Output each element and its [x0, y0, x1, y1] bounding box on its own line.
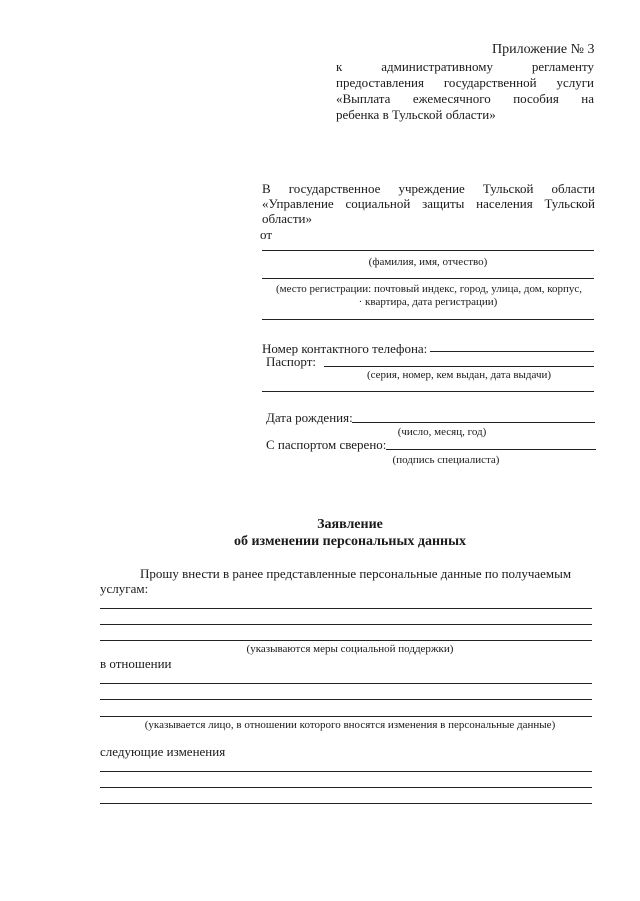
intro-text-2: услугам: [100, 581, 149, 596]
statement-title: Заявление [317, 517, 383, 532]
appendix-line-2: предоставления государственной услуги [336, 75, 594, 90]
person-field-line-1[interactable] [100, 683, 592, 684]
address-field-line[interactable] [262, 278, 594, 279]
from-label: от [260, 227, 273, 242]
appendix-line-4: ребенка в Тульской области» [336, 107, 496, 122]
address-field-line-2[interactable] [262, 319, 594, 320]
addressee-line-3: области» [262, 211, 312, 226]
phone-field-line[interactable] [430, 351, 594, 352]
passport-caption: (серия, номер, кем выдан, дата выдачи) [366, 369, 552, 381]
appendix-line-3: «Выплата ежемесячного пособия на [336, 91, 594, 106]
statement-subtitle: об изменении персональных данных [233, 534, 467, 549]
addressee-line-1: В государственное учреждение Тульской области [262, 181, 595, 196]
appendix-line-1: к административному регламенту [336, 59, 594, 74]
birth-label: Дата рождения: [266, 410, 353, 425]
measures-caption: (указываются меры социальной поддержки) [246, 643, 454, 655]
changes-field-line-3[interactable] [100, 803, 592, 804]
measures-field-line-3[interactable] [100, 640, 592, 641]
birth-field-line[interactable] [352, 422, 595, 423]
measures-field-line-1[interactable] [100, 608, 592, 609]
person-field-line-2[interactable] [100, 699, 592, 700]
passport-field-line[interactable] [324, 366, 594, 367]
passport-field-line-2[interactable] [262, 391, 594, 392]
appendix-title: Приложение № 3 [492, 42, 595, 57]
checked-label: С паспортом сверено: [266, 437, 387, 452]
person-field-line-3[interactable] [100, 716, 592, 717]
checked-caption: (подпись специалиста) [392, 454, 500, 466]
changes-field-line-1[interactable] [100, 771, 592, 772]
person-caption: (указывается лицо, в отношении которого вносятся изменения в персональные данные) [144, 719, 556, 731]
fio-caption: (фамилия, имя, отчество) [368, 256, 488, 268]
birth-caption: (число, месяц, год) [397, 426, 487, 438]
phone-label: Номер контактного телефона: [262, 341, 428, 356]
signature-field-line[interactable] [386, 449, 596, 450]
intro-text-1: Прошу внести в ранее представленные персональные данные по получаемым [140, 566, 572, 581]
changes-label: следующие изменения [100, 744, 226, 759]
address-caption-1: (место регистрации: почтовый индекс, город, улица, дом, корпус, [275, 283, 583, 295]
regarding-label: в отношении [100, 656, 172, 671]
fio-field-line[interactable] [262, 250, 594, 251]
passport-label: Паспорт: [266, 354, 317, 369]
address-caption-2: · квартира, дата регистрации) [358, 296, 498, 308]
changes-field-line-2[interactable] [100, 787, 592, 788]
measures-field-line-2[interactable] [100, 624, 592, 625]
addressee-line-2: «Управление социальной защиты населения Тульской [262, 196, 595, 211]
